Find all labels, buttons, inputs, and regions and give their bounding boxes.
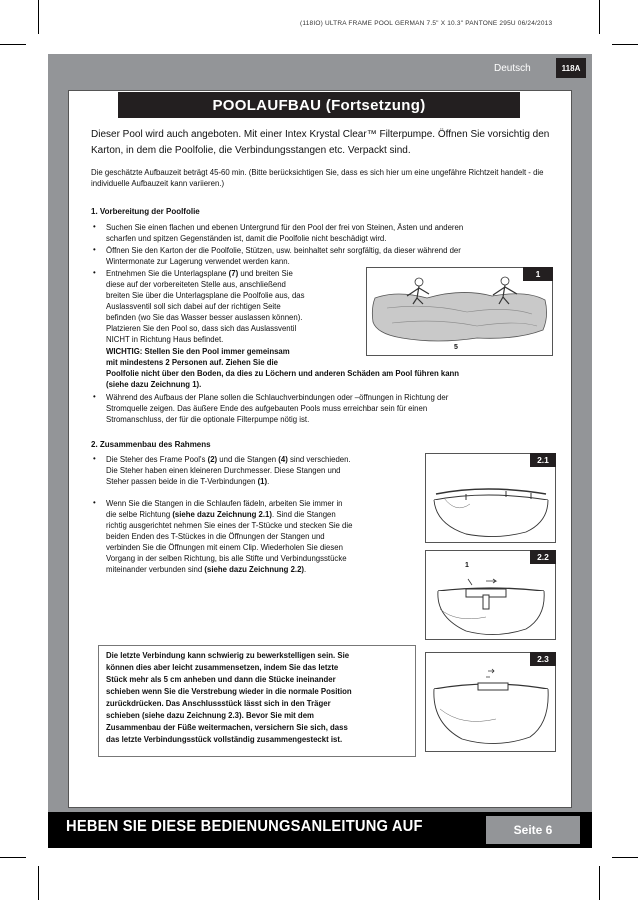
s1-b4-line2: Stromquelle zeigen. Das äußere Ende des aufgebauten Pools muss erreichbar sein für einen	[106, 404, 428, 413]
frame-poles-illustration	[426, 454, 555, 542]
s2-b2-line6: Vorgang in der selben Richtung, bis alle Stifte und Verbindungsstücke	[106, 554, 347, 563]
s1-b1-line1: Suchen Sie einen flachen und ebenen Untergrund für den Pool der frei von Steinen, Ästen und anderen	[106, 223, 464, 232]
bullet: •	[93, 392, 96, 401]
final-note-line2: können dies aber leicht zusammensetzen, indem Sie das letzte	[106, 663, 339, 672]
final-note-line8: das letzte Verbindungsstück vollständig zusammengesteckt ist.	[106, 735, 343, 744]
bullet: •	[93, 245, 96, 254]
pool-liner-illustration	[367, 268, 552, 355]
figure-2-3	[425, 652, 556, 752]
figure-1	[366, 267, 553, 356]
t-connector-illustration	[426, 551, 555, 639]
s2-b2-line4: beiden Enden des T-Stückes in die Öffnungen der Stangen und	[106, 532, 325, 541]
crop-mark	[0, 44, 26, 45]
final-note-line6: schieben (siehe dazu Zeichnung 2.3). Bevor Sie mit dem	[106, 711, 314, 720]
figure-2-1-label: 2.1	[530, 453, 556, 467]
crop-mark	[612, 857, 638, 858]
s1-b3-line2: diese auf der vorbereiteten Stelle aus, anschließend	[106, 280, 286, 289]
figure-1-label: 1	[523, 267, 553, 281]
intro-paragraph: Dieser Pool wird auch angeboten. Mit einer Intex Krystal Clear™ Filterpumpe. Öffnen Sie vorsichtig den Karton, in dem die Poolfolie, die Verbindungsstangen etc. Verpackt sind.	[91, 129, 550, 156]
s1-b3-line4: Auslassventil soll sich dabei auf der richtigen Seite	[106, 302, 281, 311]
s2-b1-line1: Die Steher des Frame Pool's (2) und die Stangen (4) sind verschieden.	[106, 455, 351, 464]
s1-b3-line7: NICHT in Richtung Haus befindet.	[106, 335, 224, 344]
assembly-time-note: Die geschätzte Aufbauzeit beträgt 45-60 min. (Bitte berücksichtigen Sie, dass es sich hier um eine ungefähre Richtzeit handelt - die individuelle Aufbauzeit kann variieren.)	[91, 168, 544, 188]
footer-keep-manual-notice: HEBEN SIE DIESE BEDIENUNGSANLEITUNG AUF	[66, 818, 423, 835]
section2-heading: 2. Zusammenbau des Rahmens	[91, 440, 211, 449]
s1-warning-line2: mit mindestens 2 Personen auf. Ziehen Sie die	[106, 358, 279, 367]
s2-b2-line1: Wenn Sie die Stangen in die Schlaufen fädeln, arbeiten Sie immer in	[106, 499, 343, 508]
crop-mark	[599, 866, 600, 900]
figure-2-2-callout: 1	[465, 562, 469, 569]
crop-mark	[38, 0, 39, 34]
figure-2-2-label: 2.2	[530, 550, 556, 564]
figure-2-3-label: 2.3	[530, 652, 556, 666]
final-note-line5: zurückdrücken. Das Anschlussstück lässt sich in den Träger	[106, 699, 331, 708]
section1-heading: 1. Vorbereitung der Poolfolie	[91, 207, 200, 216]
s2-b2-line5: verbinden Sie die Öffnungen mit einem Clip. Wiederholen Sie diesen	[106, 543, 343, 552]
final-note-line7: Zusammenbau der Füße weitermachen, versichern Sie sich, dass	[106, 723, 348, 732]
figure-1-callout: 5	[454, 344, 458, 351]
bullet: •	[93, 498, 96, 507]
s1-b4-line3: Stromanschluss, der für die optionale Filterpumpe nötig ist.	[106, 415, 310, 424]
s1-b3-line5: befinden (wo Sie das Wasser besser auslassen können).	[106, 313, 303, 322]
bullet: •	[93, 268, 96, 277]
s1-b2-line2: Wintermonate zur Lagerung verwendet werden kann.	[106, 257, 290, 266]
figure-2-1	[425, 453, 556, 543]
s1-b4-line1: Während des Aufbaus der Plane sollen die Schlauchverbindungen oder –öffnungen in Richtung der	[106, 393, 449, 402]
s1-b3-line3: breiten Sie über die Unterlagsplane die Poolfolie aus, das	[106, 291, 305, 300]
crop-mark	[612, 44, 638, 45]
s2-b2-line7: miteinander verbunden sind (siehe dazu Zeichnung 2.2).	[106, 565, 307, 574]
s2-b1-line2: Die Steher haben einen kleineren Durchmesser. Diese Stangen und	[106, 466, 341, 475]
language-label: Deutsch	[494, 63, 531, 74]
print-header-note: (118IO) ULTRA FRAME POOL GERMAN 7.5" X 10.3" PANTONE 295U 06/24/2013	[300, 20, 553, 27]
crop-mark	[599, 0, 600, 34]
final-note-line3: Stück mehr als 5 cm anheben und dann die Stücke ineinander	[106, 675, 336, 684]
s2-b2-line3: richtig ausgerichtet nehmen Sie eines der T-Stücke und stecken Sie die	[106, 521, 353, 530]
crop-mark	[38, 866, 39, 900]
bullet: •	[93, 222, 96, 231]
s1-warning-line4: (siehe dazu Zeichnung 1).	[106, 380, 202, 389]
s1-b3-line1: Entnehmen Sie die Unterlagsplane (7) und breiten Sie	[106, 269, 293, 278]
page-number: Seite 6	[486, 816, 580, 844]
final-note-line1: Die letzte Verbindung kann schwierig zu bewerkstelligen sein. Sie	[106, 651, 350, 660]
s1-warning-line1: WICHTIG: Stellen Sie den Pool immer gemeinsam	[106, 347, 290, 356]
page-title: POOLAUFBAU (Fortsetzung)	[118, 92, 520, 118]
s1-b3-line6: Platzieren Sie den Pool so, dass sich das Auslassventil	[106, 324, 297, 333]
final-note-line4: schieben wenn Sie die Verstrebung wieder in die normale Position	[106, 687, 352, 696]
s2-b1-line3: Steher passen beide in die T-Verbindungen (1).	[106, 477, 270, 486]
figure-2-2	[425, 550, 556, 640]
footer-bar	[48, 812, 592, 848]
s1-b2-line1: Öffnen Sie den Karton der die Poolfolie, Stützen, usw. beinhaltet sehr sorgfältig, da dieser während der	[106, 246, 461, 255]
s1-warning-line3: Poolfolie nicht über den Boden, da dies zu Löchern und anderen Schäden am Pool führen kann	[106, 369, 460, 378]
model-code-badge: 118A	[556, 58, 586, 78]
s1-b1-line2: scharfen und spitzen Gegenständen ist, damit die Poolfolie nicht beschädigt wird.	[106, 234, 387, 243]
final-connection-illustration	[426, 653, 555, 751]
bullet: •	[93, 454, 96, 463]
crop-mark	[0, 857, 26, 858]
s2-b2-line2: die selbe Richtung (siehe dazu Zeichnung 2.1). Sind die Stangen	[106, 510, 336, 519]
